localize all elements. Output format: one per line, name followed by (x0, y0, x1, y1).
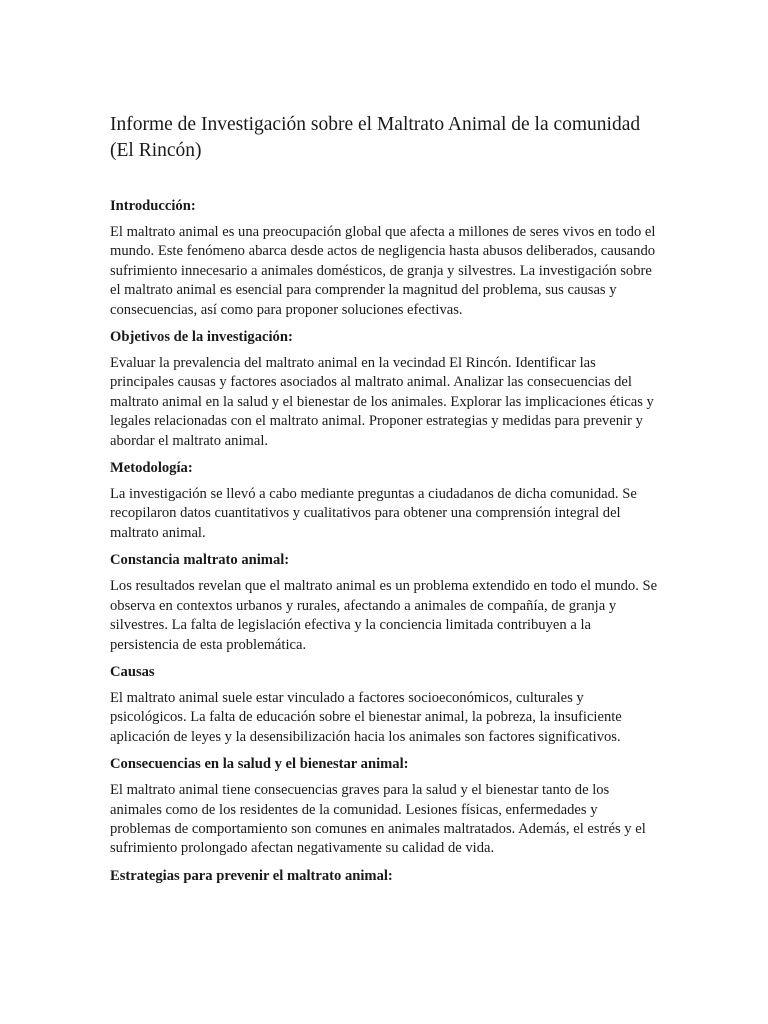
section-objetivos (110, 328, 658, 451)
section-estrategias (110, 867, 658, 886)
section-heading: Constancia maltrato animal: (110, 552, 290, 569)
section-paragraph: El maltrato animal suele estar vinculado a factores socioeconómicos, culturales y psicológicos. La falta de educación sobre el bienestar animal, la pobreza, la insuficiente aplicación de leyes y la desensibilización hacia los animales son factores significativos. (110, 689, 622, 745)
document-title: Informe de Investigación sobre el Maltrato Animal de la comunidad (El Rincón) (110, 114, 641, 161)
section-heading: Causas (110, 663, 155, 680)
document-page (110, 112, 658, 893)
section-paragraph: La investigación se llevó a cabo mediante preguntas a ciudadanos de dicha comunidad. Se recopilaron datos cuantitativos y cualitativos para obtener una comprensión integral del maltrato animal. (110, 486, 637, 541)
section-paragraph: El maltrato animal es una preocupación global que afecta a millones de seres vivos en todo el mundo. Este fenómeno abarca desde actos de negligencia hasta abusos deliberados, causando sufrimiento innecesario a animales domésticos, de granja y silvestres. La investigación sobre el maltrato animal es esencial para comprender la magnitud del problema, sus causas y consecuencias, así como para proponer soluciones efectivas. (110, 224, 656, 318)
section-heading: Estrategias para prevenir el maltrato animal: (110, 867, 393, 884)
section-introduccion (110, 197, 658, 320)
section-heading: Consecuencias en la salud y el bienestar animal: (110, 756, 409, 773)
section-consecuencias (110, 755, 658, 859)
section-heading: Objetivos de la investigación: (110, 329, 293, 346)
section-heading: Introducción: (110, 198, 196, 214)
section-causas (110, 663, 658, 747)
section-constancia (110, 551, 658, 655)
section-heading: Metodología: (110, 460, 193, 477)
section-metodologia (110, 459, 658, 543)
section-paragraph: Evaluar la prevalencia del maltrato animal en la vecindad El Rincón. Identificar las principales causas y factores asociados al maltrato animal. Analizar las consecuencias del maltrato animal en la salud y el bienestar de los animales. Explorar las implicaciones éticas y legales relacionadas con el maltrato animal. Proponer estrategias y medidas para prevenir y abordar el maltrato animal. (110, 355, 654, 449)
section-paragraph: El maltrato animal tiene consecuencias graves para la salud y el bienestar tanto de los animales como de los residentes de la comunidad. Lesiones físicas, enfermedades y problemas de comportamiento son comunes en animales maltratados. Además, el estrés y el sufrimiento prolongado afectan negativamente su calidad de vida. (110, 782, 646, 857)
section-paragraph: Los resultados revelan que el maltrato animal es un problema extendido en todo el mundo. Se observa en contextos urbanos y rurales, afectando a animales de compañía, de granja y silvestres. La falta de legislación efectiva y la conciencia limitada contribuyen a la persistencia de esta problemática. (110, 578, 658, 653)
